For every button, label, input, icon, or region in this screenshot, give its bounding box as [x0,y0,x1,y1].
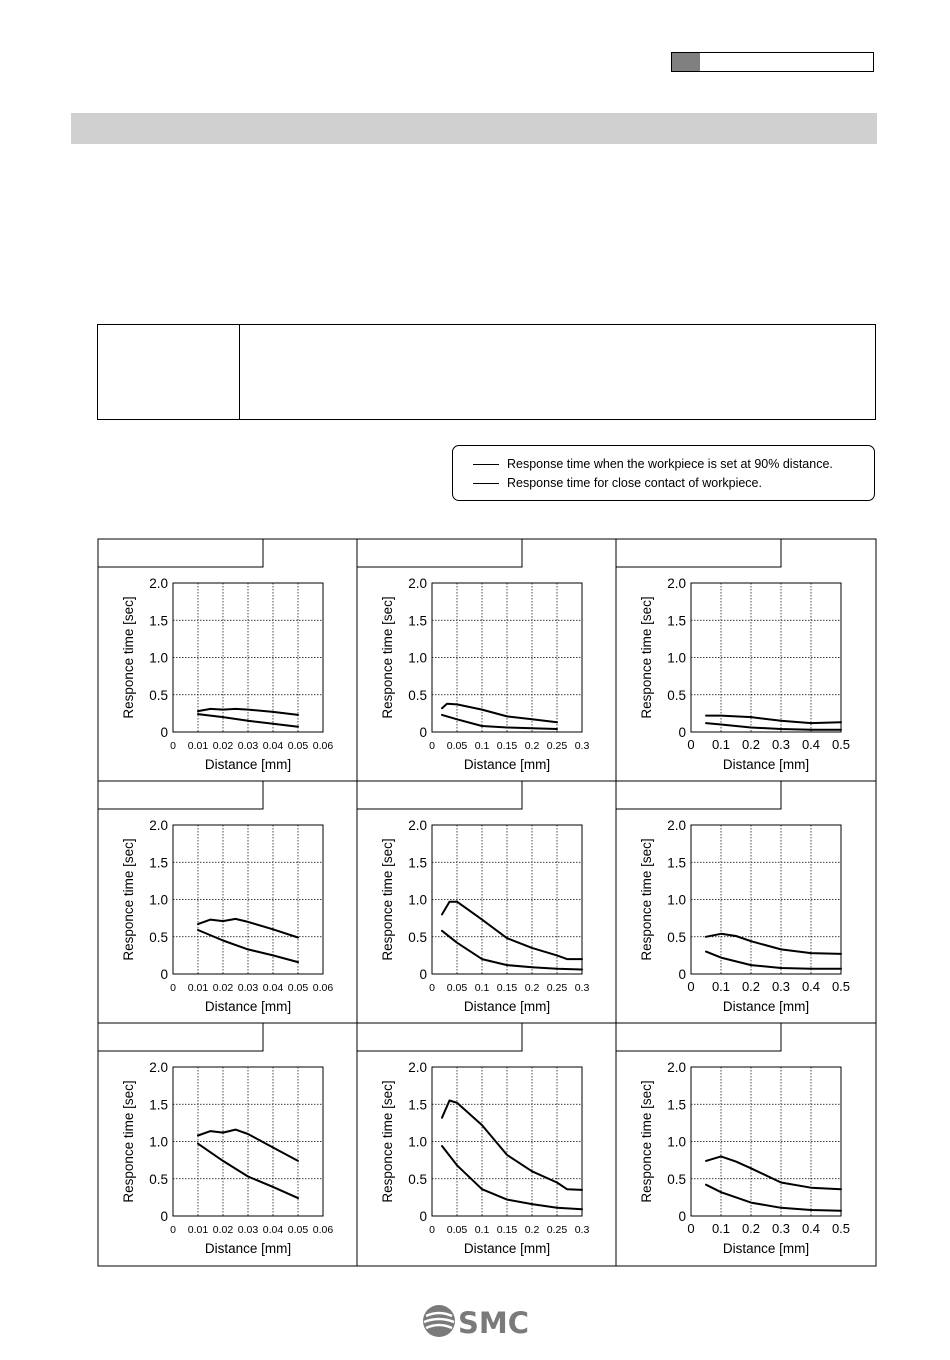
chart-2-y-tick-label: 0.5 [408,687,427,703]
chart-8-x-tick-label: 0.2 [524,1224,540,1236]
chart-6-y-tick-label: 2.0 [667,818,686,833]
chart-9-y-tick-label: 1.0 [667,1134,686,1150]
chart-3-x-tick-label: 0 [687,737,695,752]
chart-6-x-tick-label: 0.2 [741,979,761,994]
chart-2-x-tick-label: 0.3 [574,740,590,752]
chart-1-y-tick-label: 1.0 [149,650,168,666]
chart-2-series-close-contact-line [442,715,557,729]
chart-9-x-tick-label: 0 [687,1221,695,1236]
chart-7-y-tick-label: 0 [160,1209,168,1224]
chart-1-y-tick-label: 0.5 [149,687,168,703]
chart-5-y-tick-label: 2.0 [408,818,427,833]
chart-1-y-axis-label: Responce time [sec] [121,596,136,719]
chart-5-series-90-percent-line [442,902,582,959]
chart-9-x-tick-label: 0.2 [741,1221,761,1236]
chart-8-x-tick-label: 0.25 [546,1224,568,1236]
chart-5-y-axis-label: Responce time [sec] [380,838,395,961]
chart-4-y-tick-label: 2.0 [149,818,168,833]
chart-5-y-tick-label: 0 [419,967,427,982]
chart-5-x-tick-label: 0.1 [474,982,490,994]
chart-3-y-axis-label: Responce time [sec] [639,596,654,719]
chart-8-y-tick-label: 1.5 [408,1097,427,1113]
chart-5-x-tick-label: 0.15 [496,982,518,994]
chart-7-y-axis-label: Responce time [sec] [121,1080,136,1203]
chart-2-y-axis-label: Responce time [sec] [380,596,395,719]
chart-1-x-tick-label: 0.02 [212,740,234,752]
chart-9-series-90-percent-line [706,1156,841,1189]
chart-7-y-tick-label: 1.5 [149,1097,168,1113]
chart-3-header-tab [616,539,781,567]
chart-2-x-tick-label: 0.15 [496,740,518,752]
smc-logo [420,1302,532,1340]
chart-3-x-axis-label: Distance [mm] [722,757,810,772]
chart-7-x-axis-label: Distance [mm] [204,1241,292,1256]
chart-4-y-tick-label: 0.5 [149,929,168,945]
chart-7-x-tick-label: 0.05 [287,1224,309,1236]
chart-8-y-tick-label: 2.0 [408,1060,427,1075]
chart-7-x-tick-label: 0.03 [237,1224,259,1236]
chart-9-y-axis-label: Responce time [sec] [639,1080,654,1203]
chart-9-x-tick-label: 0.5 [831,1221,851,1236]
chart-4-x-tick-label: 0.05 [287,982,309,994]
chart-9-y-tick-label: 0 [678,1209,686,1224]
chart-3-y-tick-label: 1.0 [667,650,686,666]
legend-label-close-contact: Response time for close contact of workpiece. [507,476,762,490]
chart-8-x-tick-label: 0 [429,1224,435,1236]
chart-3-x-tick-label: 0.1 [711,737,731,752]
chart-7-y-tick-label: 1.0 [149,1134,168,1150]
chart-6-y-tick-label: 0.5 [667,929,686,945]
chart-1-x-tick-label: 0.03 [237,740,259,752]
chart-4-x-tick-label: 0.06 [312,982,334,994]
chart-9-header-tab [616,1023,781,1051]
chart-1-x-axis-label: Distance [mm] [204,757,292,772]
chart-8-x-axis-label: Distance [mm] [463,1241,551,1256]
chart-4-x-tick-label: 0.03 [237,982,259,994]
chart-1-x-tick-label: 0 [170,740,176,752]
chart-3-y-tick-label: 2.0 [667,576,686,591]
chart-4-y-tick-label: 1.0 [149,892,168,908]
chart-6-y-axis-label: Responce time [sec] [639,838,654,961]
chart-4-x-tick-label: 0.04 [262,982,284,994]
chart-7-x-tick-label: 0.02 [212,1224,234,1236]
chart-6-y-tick-label: 1.5 [667,855,686,871]
chart-8-x-tick-label: 0.1 [474,1224,490,1236]
chart-7-x-tick-label: 0.04 [262,1224,284,1236]
chart-9-x-axis-label: Distance [mm] [722,1241,810,1256]
chart-2-x-tick-label: 0.25 [546,740,568,752]
chart-3-y-tick-label: 0 [678,725,686,740]
chart-4-x-tick-label: 0 [170,982,176,994]
chart-5-y-tick-label: 0.5 [408,929,427,945]
chart-5-header-tab [357,781,522,809]
chart-9-y-tick-label: 2.0 [667,1060,686,1075]
chart-1-x-tick-label: 0.05 [287,740,309,752]
chart-1-y-tick-label: 0 [160,725,168,740]
chart-3-y-tick-label: 1.5 [667,613,686,629]
chart-4-x-axis-label: Distance [mm] [204,999,292,1014]
chart-9-x-tick-label: 0.4 [801,1221,821,1236]
chart-8-series-close-contact-line [442,1146,582,1209]
chart-2-x-tick-label: 0.05 [446,740,468,752]
panel-grid-frame [98,539,876,1266]
chart-1-series-90-percent-line [198,709,298,715]
chart-6-x-tick-label: 0.1 [711,979,731,994]
chart-2-header-tab [357,539,522,567]
chart-4-header-tab [98,781,263,809]
chart-2-x-tick-label: 0 [429,740,435,752]
chart-4-y-axis-label: Responce time [sec] [121,838,136,961]
chart-9-y-tick-label: 0.5 [667,1171,686,1187]
chart-4-y-tick-label: 0 [160,967,168,982]
chart-3-series-close-contact-line [706,723,841,730]
chart-1-x-tick-label: 0.06 [312,740,334,752]
chart-7-header-tab [98,1023,263,1051]
chart-3-x-tick-label: 0.5 [831,737,851,752]
smc-logo-text: SMC [458,1306,530,1340]
chart-2-x-tick-label: 0.1 [474,740,490,752]
chart-5-y-tick-label: 1.5 [408,855,427,871]
chart-6-x-tick-label: 0.4 [801,979,821,994]
chart-8-y-tick-label: 0.5 [408,1171,427,1187]
legend-label-90-percent: Response time when the workpiece is set at 90% distance. [507,457,833,471]
chart-3-x-tick-label: 0.2 [741,737,761,752]
chart-6-x-axis-label: Distance [mm] [722,999,810,1014]
chart-7-x-tick-label: 0.06 [312,1224,334,1236]
chart-1-header-tab [98,539,263,567]
chart-2-y-tick-label: 0 [419,725,427,740]
chart-4-y-tick-label: 1.5 [149,855,168,871]
chart-2-y-tick-label: 2.0 [408,576,427,591]
chart-9-x-tick-label: 0.3 [771,1221,791,1236]
chart-9-y-tick-label: 1.5 [667,1097,686,1113]
chart-8-x-tick-label: 0.15 [496,1224,518,1236]
chart-6-x-tick-label: 0.5 [831,979,851,994]
chart-8-y-axis-label: Responce time [sec] [380,1080,395,1203]
chart-5-x-tick-label: 0.25 [546,982,568,994]
chart-7-y-tick-label: 2.0 [149,1060,168,1075]
chart-8-header-tab [357,1023,522,1051]
chart-2-x-axis-label: Distance [mm] [463,757,551,772]
chart-1-y-tick-label: 2.0 [149,576,168,591]
chart-7-x-tick-label: 0 [170,1224,176,1236]
chart-1-y-tick-label: 1.5 [149,613,168,629]
chart-6-y-tick-label: 1.0 [667,892,686,908]
chart-5-y-tick-label: 1.0 [408,892,427,908]
chart-6-y-tick-label: 0 [678,967,686,982]
chart-2-y-tick-label: 1.0 [408,650,427,666]
chart-8-x-tick-label: 0.3 [574,1224,590,1236]
chart-7-y-tick-label: 0.5 [149,1171,168,1187]
chart-8-y-tick-label: 0 [419,1209,427,1224]
chart-8-y-tick-label: 1.0 [408,1134,427,1150]
chart-3-x-tick-label: 0.4 [801,737,821,752]
chart-6-header-tab [616,781,781,809]
chart-1-x-tick-label: 0.01 [187,740,209,752]
chart-8-series-90-percent-line [442,1101,582,1190]
chart-3-series-90-percent-line [706,716,841,724]
chart-3-x-tick-label: 0.3 [771,737,791,752]
chart-2-x-tick-label: 0.2 [524,740,540,752]
chart-6-x-tick-label: 0 [687,979,695,994]
chart-7-x-tick-label: 0.01 [187,1224,209,1236]
chart-8-x-tick-label: 0.05 [446,1224,468,1236]
chart-3-y-tick-label: 0.5 [667,687,686,703]
chart-5-x-axis-label: Distance [mm] [463,999,551,1014]
chart-5-x-tick-label: 0.2 [524,982,540,994]
chart-1-x-tick-label: 0.04 [262,740,284,752]
chart-4-x-tick-label: 0.02 [212,982,234,994]
chart-2-y-tick-label: 1.5 [408,613,427,629]
chart-9-x-tick-label: 0.1 [711,1221,731,1236]
chart-5-x-tick-label: 0.3 [574,982,590,994]
chart-5-x-tick-label: 0.05 [446,982,468,994]
chart-6-x-tick-label: 0.3 [771,979,791,994]
chart-4-x-tick-label: 0.01 [187,982,209,994]
chart-5-x-tick-label: 0 [429,982,435,994]
